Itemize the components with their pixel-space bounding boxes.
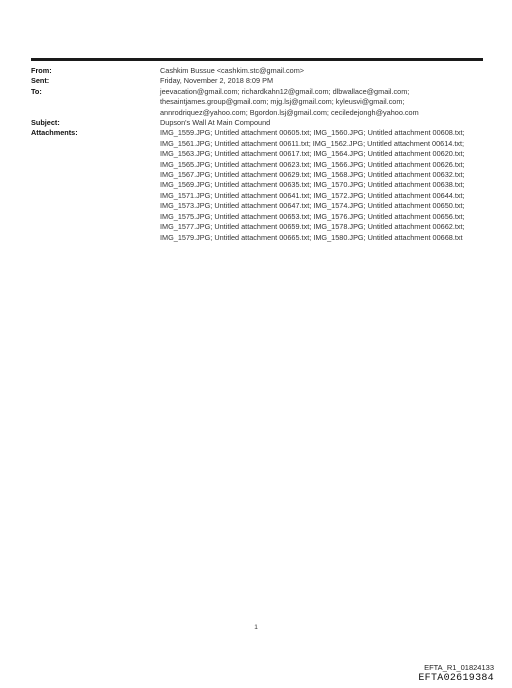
bates-number-primary: EFTA_R1_01824133: [424, 663, 494, 672]
attachments-label: Attachments:: [31, 128, 78, 138]
to-label: To:: [31, 86, 42, 96]
page-number: 1: [254, 624, 258, 631]
from-row: [31, 66, 485, 76]
email-header: [31, 66, 485, 243]
from-label: From:: [31, 66, 52, 75]
to-value: jeevacation@gmail.com; richardkahn12@gmail.com; dlbwallace@gmail.com; thesaintjames.group@gmail.com; mjg.lsj@gmail.com; kyleusvi@gmail.com; annrodriquez@yahoo.com; Bgordon.lsj@gmail.com; ceciledejongh@yahoo.com: [160, 86, 419, 117]
attachments-row: [31, 128, 485, 242]
to-row: [31, 87, 485, 118]
header-rule: [31, 58, 483, 61]
sent-label: Sent:: [31, 76, 50, 86]
attachments-value: IMG_1559.JPG; Untitled attachment 00605.txt; IMG_1560.JPG; Untitled attachment 00608.txt; IMG_1561.JPG; Untitled attachment 00611.txt; IMG_1562.JPG; Untitled attachment 00614.txt; IMG_1563.JPG; Untitled attachment 00617.txt; IMG_1564.JPG; Untitled attachment 00620.txt; IMG_1565.JPG; Untitled attachment 00623.txt; IMG_1566.JPG; Untitled attachment 00626.txt; IMG_1567.JPG; Untitled attachment 00629.txt; IMG_1568.JPG; Untitled attachment 00632.txt; IMG_1569.JPG; Untitled attachment 00635.txt; IMG_1570.JPG; Untitled attachment 00638.txt; IMG_1571.JPG; Untitled attachment 00641.txt; IMG_1572.JPG; Untitled attachment 00644.txt; IMG_1573.JPG; Untitled attachment 00647.txt; IMG_1574.JPG; Untitled attachment 00650.txt; IMG_1575.JPG; Untitled attachment 00653.txt; IMG_1576.JPG; Untitled attachment 00656.txt; IMG_1577.JPG; Untitled attachment 00659.txt; IMG_1578.JPG; Untitled attachment 00662.txt; IMG_1579.JPG; Untitled attachment 00665.txt; IMG_1580.JPG; Untitled attachment 00668.txt: [160, 128, 465, 242]
bates-number-secondary: EFTA02619384: [418, 673, 494, 684]
subject-label: Subject:: [31, 118, 60, 128]
sent-value: Friday, November 2, 2018 8:09 PM: [160, 76, 274, 86]
subject-row: [31, 118, 485, 128]
subject-value: Dupson's Wall At Main Compound: [160, 118, 271, 128]
from-value: Cashkim Bussue <cashkim.stc@gmail.com>: [160, 66, 305, 75]
sent-row: [31, 76, 485, 86]
